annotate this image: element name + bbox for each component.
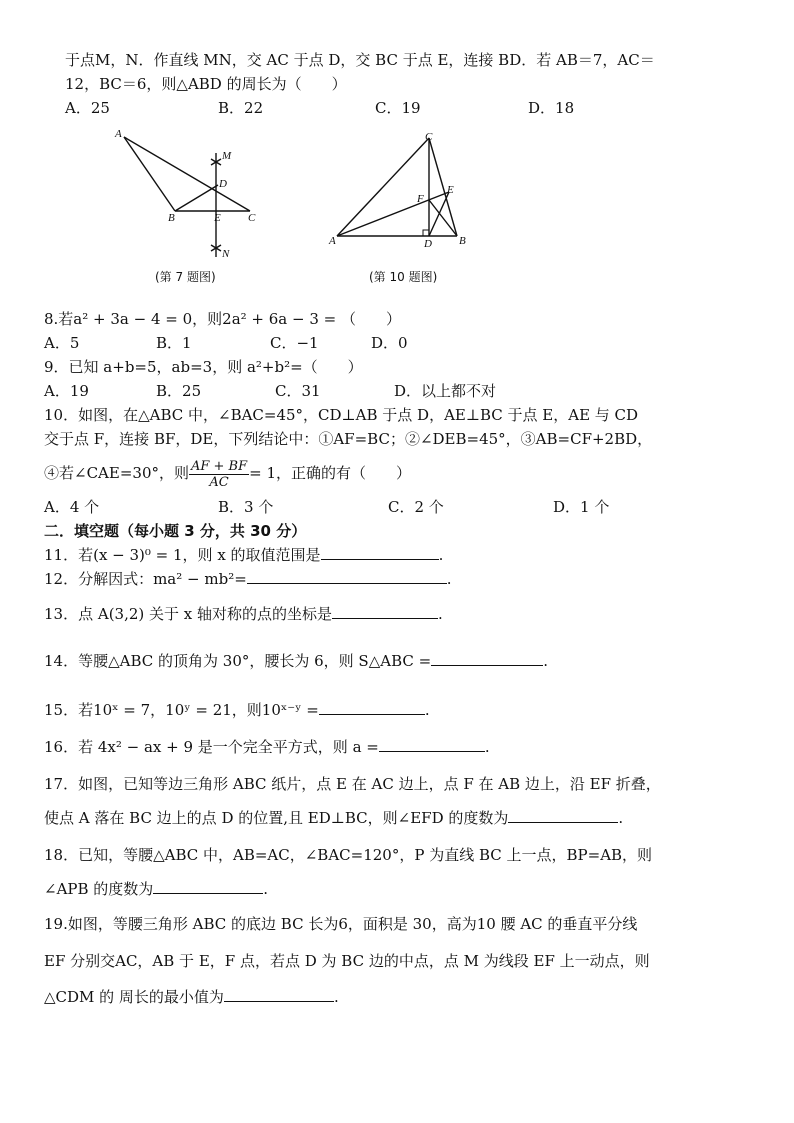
q12-blank — [247, 569, 447, 584]
fig7-label-m: M — [222, 150, 232, 162]
q17-text: 使点 A 落在 BC 边上的点 D 的位置,且 ED⊥BC，则∠EFD 的度数为 — [44, 809, 509, 827]
q10-line3 — [44, 456, 411, 490]
q10-frac-den: AC — [209, 474, 229, 490]
q19-line3 — [44, 987, 339, 1007]
fig7-label-d: D — [219, 178, 227, 190]
section-2-heading: 二．填空题（每小题 3 分，共 30 分） — [44, 522, 307, 540]
fig7-label-e: E — [214, 212, 221, 224]
q10-line2: 交于点 F，连接 BF，DE，下列结论中：①AF=BC；②∠DEB=45°，③AB=CF+2BD， — [44, 430, 653, 448]
q12-text: 12．分解因式：ma² − mb²= — [44, 570, 247, 588]
q11-blank — [321, 545, 439, 560]
q19-line1: 19.如图，等腰三角形 ABC 的底边 BC 长为6，面积是 30，高为10 腰 AC 的垂直平分线 — [44, 915, 638, 933]
q15-end: . — [424, 701, 430, 719]
q17-line2 — [44, 808, 623, 828]
q17-end: . — [618, 809, 624, 827]
q14-blank — [431, 651, 543, 666]
q18-end: . — [263, 880, 269, 898]
q9-option-a: A．19 — [44, 382, 89, 400]
fig10-label-a: A — [329, 235, 336, 247]
figure-q7 — [110, 125, 270, 265]
q10-option-c: C．2 个 — [388, 498, 444, 516]
q13 — [44, 604, 443, 624]
q13-end: . — [438, 605, 443, 623]
q11 — [44, 545, 443, 565]
fig7-label-a: A — [115, 128, 122, 140]
q15-text: 15．若10ˣ = 7，10ʸ = 21，则10ˣ⁻ʸ = — [44, 701, 319, 719]
q19-blank — [224, 987, 334, 1002]
q17-blank — [508, 808, 618, 823]
q7-line2: 12，BC＝6，则△ABD 的周长为（ ） — [65, 75, 347, 93]
q9-option-d: D．以上都不对 — [394, 382, 497, 400]
q10-option-a: A．4 个 — [44, 498, 100, 516]
q11-text: 11．若(x − 3)⁰ = 1，则 x 的取值范围是 — [44, 546, 321, 564]
q13-blank — [332, 604, 438, 619]
q10-frac-num: AF + BF — [190, 458, 248, 474]
q19-line2: EF 分别交AC，AB 于 E，F 点，若点 D 为 BC 边的中点，点 M 为线段 EF 上一动点，则 — [44, 952, 650, 970]
fig10-label-c: C — [425, 131, 433, 143]
q16-text: 16．若 4x² − ax + 9 是一个完全平方式，则 a = — [44, 738, 379, 756]
q10-option-d: D．1 个 — [553, 498, 610, 516]
q18-text: ∠APB 的度数为 — [44, 880, 154, 898]
q11-end: . — [438, 546, 444, 564]
q7-option-d: D．18 — [528, 99, 575, 117]
q18-line1: 18．已知，等腰△ABC 中，AB=AC，∠BAC=120°，P 为直线 BC 上一点，BP=AB，则 — [44, 846, 653, 864]
q14 — [44, 651, 548, 671]
q9-option-c: C．31 — [275, 382, 321, 400]
q8-option-a: A．5 — [44, 334, 80, 352]
fig10-label-f: F — [417, 193, 424, 205]
q15 — [44, 700, 430, 720]
fig10-label-d: D — [424, 238, 432, 250]
q17-line1: 17．如图，已知等边三角形 ABC 纸片，点 E 在 AC 边上，点 F 在 AB 边上，沿 EF 折叠， — [44, 775, 661, 793]
figure-q10 — [325, 130, 475, 255]
q8-stem: 8.若a² + 3a − 4 = 0，则2a² + 6a − 3 = （ ） — [44, 310, 401, 328]
q18-blank — [153, 879, 263, 894]
q15-blank — [319, 700, 425, 715]
q8-option-d: D．0 — [371, 334, 408, 352]
q10-fraction — [189, 459, 249, 490]
q18-line2 — [44, 879, 268, 899]
q8-option-c: C．−1 — [270, 334, 319, 352]
q16-blank — [379, 737, 485, 752]
q14-end: . — [543, 652, 548, 670]
q14-text: 14．等腰△ABC 的顶角为 30°，腰长为 6，则 S△ABC = — [44, 652, 432, 670]
q19-text: △CDM 的 周长的最小值为 — [44, 988, 224, 1006]
q7-option-b: B．22 — [218, 99, 264, 117]
fig7-label-n: N — [222, 248, 230, 260]
q13-text: 13．点 A(3,2) 关于 x 轴对称的点的坐标是 — [44, 605, 333, 623]
fig10-label-b: B — [459, 235, 466, 247]
q9-stem: 9．已知 a+b=5，ab=3，则 a²+b²=（ ） — [44, 358, 363, 376]
fig7-label-c: C — [248, 212, 256, 224]
q12 — [44, 569, 452, 589]
q10-line3-post: = 1，正确的有（ ） — [249, 464, 412, 482]
fig7-caption: (第 7 题图) — [155, 270, 216, 284]
fig10-caption: (第 10 题图) — [369, 270, 438, 284]
q16 — [44, 737, 490, 757]
q10-line1: 10．如图，在△ABC 中，∠BAC=45°，CD⊥AB 于点 D，AE⊥BC 于点 E，AE 与 CD — [44, 406, 639, 424]
q7-option-a: A．25 — [65, 99, 110, 117]
fig10-label-e: E — [447, 184, 454, 196]
fig7-label-b: B — [168, 212, 175, 224]
q8-option-b: B．1 — [156, 334, 192, 352]
q7-option-c: C．19 — [375, 99, 421, 117]
q9-option-b: B．25 — [156, 382, 202, 400]
q7-line1: 于点M，N．作直线 MN，交 AC 于点 D，交 BC 于点 E，连接 BD．若 AB＝7，AC＝ — [65, 51, 655, 69]
q10-option-b: B．3 个 — [218, 498, 274, 516]
q16-end: . — [484, 738, 490, 756]
q19-end: . — [333, 988, 339, 1006]
q10-line3-pre: ④若∠CAE=30°，则 — [44, 464, 189, 482]
q12-end: . — [446, 570, 452, 588]
